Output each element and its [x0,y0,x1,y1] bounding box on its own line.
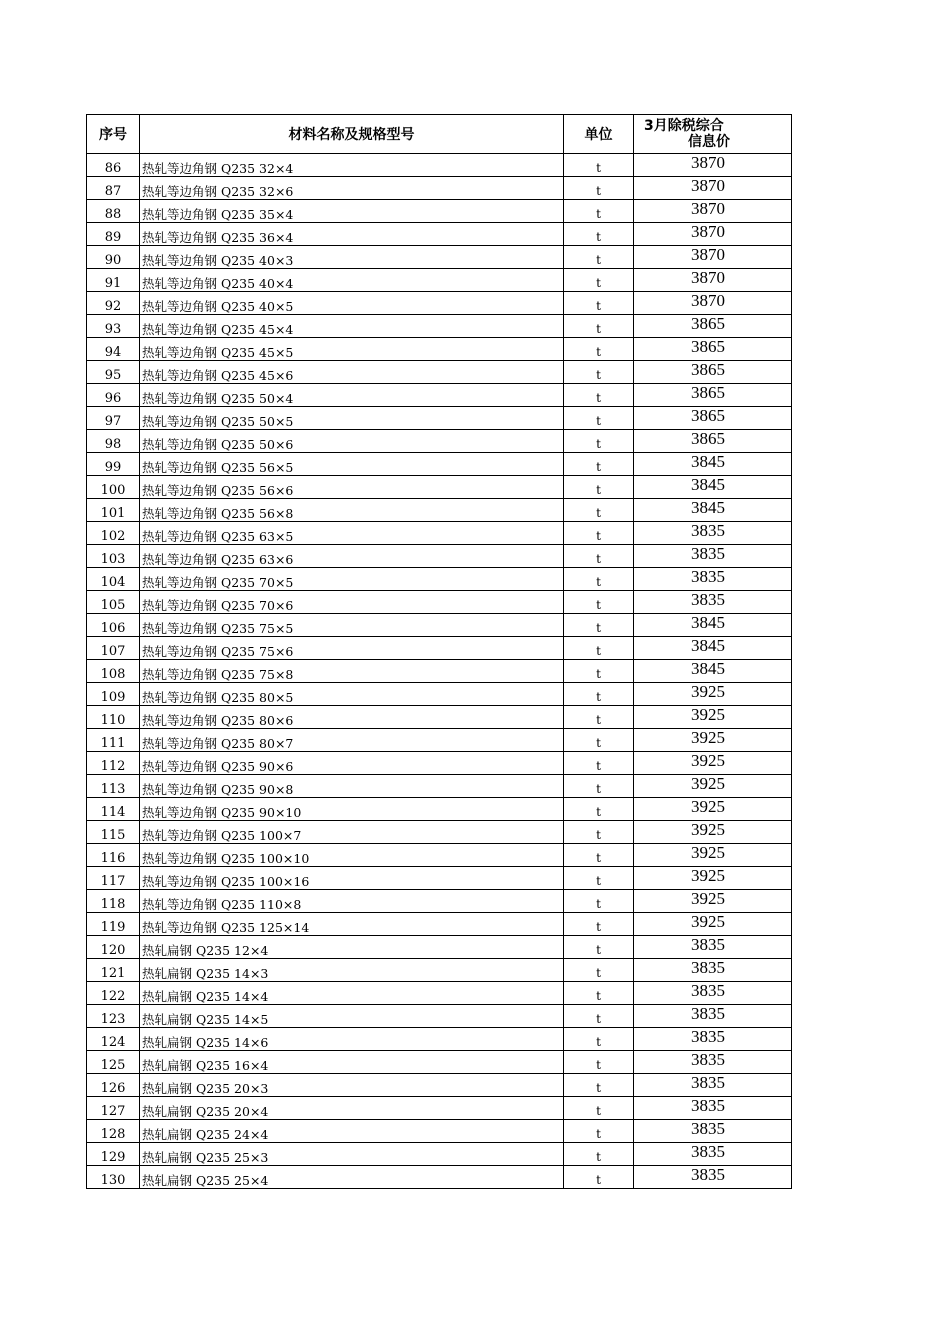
table-row [87,614,792,637]
unit-cell: t [564,890,634,913]
table-row [87,752,792,775]
material-name-cell: 热轧扁钢 Q235 24×4 [140,1120,564,1143]
unit-cell: t [564,407,634,430]
price-cell: 3925 [634,775,792,798]
table-row [87,568,792,591]
table-row [87,315,792,338]
price-cell: 3925 [634,683,792,706]
unit-cell: t [564,1028,634,1051]
seq-cell: 130 [87,1166,140,1189]
price-cell: 3925 [634,706,792,729]
seq-cell: 125 [87,1051,140,1074]
material-name-cell: 热轧扁钢 Q235 14×5 [140,1005,564,1028]
price-cell: 3845 [634,453,792,476]
seq-cell: 114 [87,798,140,821]
header-unit: 单位 [564,115,634,154]
price-cell: 3925 [634,798,792,821]
price-cell: 3865 [634,361,792,384]
table-row [87,407,792,430]
unit-cell: t [564,798,634,821]
unit-cell: t [564,545,634,568]
material-name-cell: 热轧等边角钢 Q235 50×6 [140,430,564,453]
table-row [87,430,792,453]
material-name-cell: 热轧等边角钢 Q235 56×5 [140,453,564,476]
material-name-cell: 热轧扁钢 Q235 14×3 [140,959,564,982]
seq-cell: 87 [87,177,140,200]
unit-cell: t [564,430,634,453]
material-name-cell: 热轧等边角钢 Q235 40×5 [140,292,564,315]
unit-cell: t [564,1143,634,1166]
seq-cell: 96 [87,384,140,407]
seq-cell: 94 [87,338,140,361]
seq-cell: 119 [87,913,140,936]
seq-cell: 127 [87,1097,140,1120]
price-cell: 3835 [634,1074,792,1097]
seq-cell: 116 [87,844,140,867]
unit-cell: t [564,614,634,637]
seq-cell: 89 [87,223,140,246]
table-row [87,637,792,660]
table-row [87,154,792,177]
material-name-cell: 热轧等边角钢 Q235 70×5 [140,568,564,591]
table-row [87,844,792,867]
price-cell: 3835 [634,1097,792,1120]
table-row [87,821,792,844]
unit-cell: t [564,775,634,798]
price-cell: 3925 [634,729,792,752]
unit-cell: t [564,1051,634,1074]
unit-cell: t [564,177,634,200]
header-price-line2: 信息价 [688,134,730,150]
table-row [87,269,792,292]
price-cell: 3865 [634,315,792,338]
table-row [87,338,792,361]
table-row [87,522,792,545]
unit-cell: t [564,292,634,315]
table-row [87,476,792,499]
unit-cell: t [564,223,634,246]
unit-cell: t [564,936,634,959]
seq-cell: 113 [87,775,140,798]
material-name-cell: 热轧等边角钢 Q235 90×10 [140,798,564,821]
seq-cell: 93 [87,315,140,338]
table-row [87,959,792,982]
seq-cell: 118 [87,890,140,913]
table-row [87,706,792,729]
table-row [87,660,792,683]
material-name-cell: 热轧等边角钢 Q235 70×6 [140,591,564,614]
price-cell: 3925 [634,752,792,775]
table-row [87,775,792,798]
material-name-cell: 热轧等边角钢 Q235 32×4 [140,154,564,177]
table-row [87,982,792,1005]
seq-cell: 91 [87,269,140,292]
unit-cell: t [564,361,634,384]
material-name-cell: 热轧等边角钢 Q235 80×5 [140,683,564,706]
material-name-cell: 热轧等边角钢 Q235 125×14 [140,913,564,936]
price-cell: 3835 [634,545,792,568]
price-cell: 3835 [634,1005,792,1028]
seq-cell: 124 [87,1028,140,1051]
seq-cell: 121 [87,959,140,982]
price-cell: 3865 [634,430,792,453]
seq-cell: 95 [87,361,140,384]
table-row [87,292,792,315]
unit-cell: t [564,453,634,476]
unit-cell: t [564,315,634,338]
header-seq: 序号 [87,115,140,154]
seq-cell: 117 [87,867,140,890]
header-price-line1: 3月除税综合 [644,118,724,134]
table-row [87,936,792,959]
material-name-cell: 热轧等边角钢 Q235 56×6 [140,476,564,499]
material-name-cell: 热轧等边角钢 Q235 63×5 [140,522,564,545]
price-cell: 3870 [634,177,792,200]
material-name-cell: 热轧等边角钢 Q235 100×10 [140,844,564,867]
material-name-cell: 热轧等边角钢 Q235 75×8 [140,660,564,683]
seq-cell: 97 [87,407,140,430]
unit-cell: t [564,476,634,499]
table-row [87,1028,792,1051]
material-name-cell: 热轧扁钢 Q235 16×4 [140,1051,564,1074]
table-row [87,1074,792,1097]
material-name-cell: 热轧等边角钢 Q235 45×4 [140,315,564,338]
seq-cell: 126 [87,1074,140,1097]
price-cell: 3925 [634,821,792,844]
table-row [87,913,792,936]
material-name-cell: 热轧等边角钢 Q235 35×4 [140,200,564,223]
price-cell: 3835 [634,1028,792,1051]
seq-cell: 100 [87,476,140,499]
price-cell: 3835 [634,522,792,545]
unit-cell: t [564,1120,634,1143]
table-row [87,1051,792,1074]
unit-cell: t [564,499,634,522]
price-cell: 3835 [634,982,792,1005]
table-row [87,200,792,223]
seq-cell: 103 [87,545,140,568]
material-name-cell: 热轧扁钢 Q235 20×4 [140,1097,564,1120]
seq-cell: 112 [87,752,140,775]
unit-cell: t [564,1097,634,1120]
unit-cell: t [564,591,634,614]
seq-cell: 122 [87,982,140,1005]
material-name-cell: 热轧扁钢 Q235 25×4 [140,1166,564,1189]
seq-cell: 129 [87,1143,140,1166]
seq-cell: 123 [87,1005,140,1028]
price-cell: 3925 [634,890,792,913]
material-name-cell: 热轧等边角钢 Q235 36×4 [140,223,564,246]
unit-cell: t [564,568,634,591]
material-name-cell: 热轧扁钢 Q235 25×3 [140,1143,564,1166]
seq-cell: 88 [87,200,140,223]
table-row [87,1120,792,1143]
material-name-cell: 热轧等边角钢 Q235 75×5 [140,614,564,637]
seq-cell: 90 [87,246,140,269]
unit-cell: t [564,959,634,982]
table-row [87,361,792,384]
table-row [87,1005,792,1028]
price-cell: 3925 [634,913,792,936]
price-cell: 3835 [634,1143,792,1166]
table-row [87,890,792,913]
material-name-cell: 热轧等边角钢 Q235 100×7 [140,821,564,844]
material-name-cell: 热轧等边角钢 Q235 100×16 [140,867,564,890]
material-name-cell: 热轧扁钢 Q235 12×4 [140,936,564,959]
seq-cell: 110 [87,706,140,729]
header-material-name: 材料名称及规格型号 [140,115,564,154]
seq-cell: 108 [87,660,140,683]
unit-cell: t [564,821,634,844]
seq-cell: 120 [87,936,140,959]
price-cell: 3835 [634,1051,792,1074]
price-cell: 3835 [634,936,792,959]
material-name-cell: 热轧等边角钢 Q235 50×5 [140,407,564,430]
unit-cell: t [564,1074,634,1097]
seq-cell: 101 [87,499,140,522]
table-row [87,1166,792,1189]
material-name-cell: 热轧扁钢 Q235 14×6 [140,1028,564,1051]
unit-cell: t [564,338,634,361]
unit-cell: t [564,200,634,223]
unit-cell: t [564,844,634,867]
price-cell: 3845 [634,660,792,683]
unit-cell: t [564,867,634,890]
unit-cell: t [564,246,634,269]
header-price [634,115,792,154]
seq-cell: 109 [87,683,140,706]
material-name-cell: 热轧等边角钢 Q235 56×8 [140,499,564,522]
table-body [87,154,792,1189]
unit-cell: t [564,683,634,706]
table-header-row [87,115,792,154]
price-cell: 3870 [634,246,792,269]
material-name-cell: 热轧等边角钢 Q235 45×6 [140,361,564,384]
price-cell: 3865 [634,338,792,361]
table-row [87,384,792,407]
unit-cell: t [564,706,634,729]
material-name-cell: 热轧等边角钢 Q235 40×3 [140,246,564,269]
price-cell: 3845 [634,499,792,522]
material-name-cell: 热轧等边角钢 Q235 63×6 [140,545,564,568]
material-name-cell: 热轧等边角钢 Q235 110×8 [140,890,564,913]
material-name-cell: 热轧等边角钢 Q235 90×8 [140,775,564,798]
seq-cell: 98 [87,430,140,453]
price-cell: 3835 [634,959,792,982]
material-name-cell: 热轧等边角钢 Q235 32×6 [140,177,564,200]
material-name-cell: 热轧等边角钢 Q235 50×4 [140,384,564,407]
price-cell: 3925 [634,867,792,890]
price-cell: 3845 [634,614,792,637]
seq-cell: 106 [87,614,140,637]
unit-cell: t [564,1166,634,1189]
unit-cell: t [564,269,634,292]
price-cell: 3835 [634,568,792,591]
table-row [87,798,792,821]
price-cell: 3870 [634,200,792,223]
unit-cell: t [564,660,634,683]
price-cell: 3865 [634,407,792,430]
price-cell: 3925 [634,844,792,867]
table-row [87,499,792,522]
unit-cell: t [564,982,634,1005]
table-row [87,246,792,269]
seq-cell: 128 [87,1120,140,1143]
unit-cell: t [564,752,634,775]
material-name-cell: 热轧等边角钢 Q235 80×7 [140,729,564,752]
seq-cell: 92 [87,292,140,315]
seq-cell: 99 [87,453,140,476]
seq-cell: 105 [87,591,140,614]
price-cell: 3870 [634,154,792,177]
table-row [87,729,792,752]
material-name-cell: 热轧扁钢 Q235 20×3 [140,1074,564,1097]
price-cell: 3870 [634,223,792,246]
table-row [87,867,792,890]
unit-cell: t [564,1005,634,1028]
price-cell: 3845 [634,476,792,499]
price-cell: 3835 [634,1120,792,1143]
unit-cell: t [564,637,634,660]
table-row [87,223,792,246]
price-cell: 3870 [634,292,792,315]
seq-cell: 86 [87,154,140,177]
unit-cell: t [564,154,634,177]
table-row [87,1097,792,1120]
material-name-cell: 热轧扁钢 Q235 14×4 [140,982,564,1005]
unit-cell: t [564,729,634,752]
material-name-cell: 热轧等边角钢 Q235 90×6 [140,752,564,775]
unit-cell: t [564,913,634,936]
table-row [87,683,792,706]
table-row [87,591,792,614]
price-cell: 3845 [634,637,792,660]
seq-cell: 104 [87,568,140,591]
material-name-cell: 热轧等边角钢 Q235 75×6 [140,637,564,660]
table-row [87,453,792,476]
material-name-cell: 热轧等边角钢 Q235 45×5 [140,338,564,361]
unit-cell: t [564,522,634,545]
price-table [86,114,792,1189]
material-name-cell: 热轧等边角钢 Q235 80×6 [140,706,564,729]
price-cell: 3870 [634,269,792,292]
price-cell: 3835 [634,591,792,614]
table-row [87,1143,792,1166]
table-row [87,177,792,200]
unit-cell: t [564,384,634,407]
seq-cell: 102 [87,522,140,545]
material-name-cell: 热轧等边角钢 Q235 40×4 [140,269,564,292]
seq-cell: 111 [87,729,140,752]
table-row [87,545,792,568]
seq-cell: 115 [87,821,140,844]
price-cell: 3835 [634,1166,792,1189]
seq-cell: 107 [87,637,140,660]
price-cell: 3865 [634,384,792,407]
